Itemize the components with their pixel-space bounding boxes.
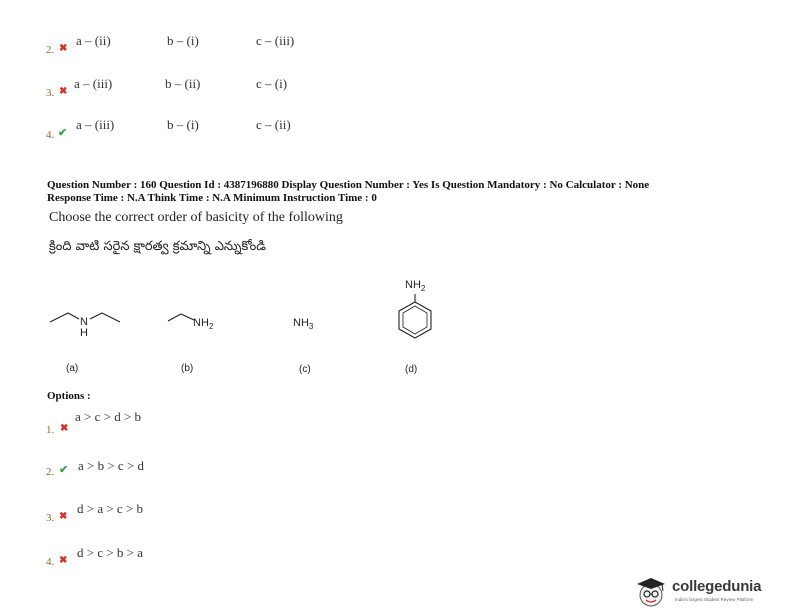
option-text: a > b > c > d — [78, 458, 145, 473]
prev-option-a: a – (ii) — [76, 33, 111, 48]
structure-b-label: (b) — [181, 363, 194, 374]
structure-c-group-text: NH — [293, 317, 309, 329]
question-meta-line1: Question Number : 160 Question Id : 4387196880 Display Question Number : Yes Is Question Mandatory : No Calculator : None — [47, 179, 650, 191]
wrong-mark-icon: ✖ — [59, 511, 68, 522]
option-text: d > a > c > b — [77, 501, 144, 516]
structure-d-group-subscript: 2 — [420, 284, 426, 294]
prev-option-c: c – (i) — [256, 76, 288, 91]
structure-d-group — [405, 279, 425, 293]
wrong-mark-icon: ✖ — [59, 43, 68, 54]
structure-b-group-subscript: 2 — [208, 322, 214, 332]
prev-option-number: 3. — [46, 87, 55, 99]
prev-option-b: b – (i) — [167, 117, 199, 132]
structure-c-group-subscript: 3 — [308, 322, 314, 332]
wrong-mark-icon: ✖ — [60, 423, 69, 434]
collegedunia-logo — [634, 576, 784, 608]
structure-a-hydrogen: H — [80, 327, 88, 339]
option-number: 3. — [46, 512, 55, 524]
prev-option-b: b – (i) — [167, 33, 199, 48]
structure-c-ammonia — [293, 317, 313, 331]
option-number: 2. — [46, 466, 55, 478]
correct-mark-icon: ✔ — [59, 464, 69, 476]
structure-d-benzene-ring — [393, 294, 437, 344]
prev-option-number: 4. — [46, 129, 55, 141]
wrong-mark-icon: ✖ — [59, 86, 68, 97]
question-text-english: Choose the correct order of basicity of the following — [49, 210, 343, 225]
structure-a-label: (a) — [66, 363, 79, 374]
option-number: 1. — [46, 424, 55, 436]
question-meta-line2: Response Time : N.A Think Time : N.A Minimum Instruction Time : 0 — [47, 192, 377, 204]
logo-tagline: India's largest Student Review Platform — [675, 597, 754, 602]
logo-wordmark: collegedunia — [672, 578, 762, 595]
option-text: d > c > b > a — [77, 545, 144, 560]
prev-option-c: c – (iii) — [256, 33, 295, 48]
wrong-mark-icon: ✖ — [59, 555, 68, 566]
prev-option-a: a – (iii) — [74, 76, 113, 91]
prev-option-number: 2. — [46, 44, 55, 56]
option-text: a > c > d > b — [75, 409, 142, 424]
options-heading: Options : — [47, 390, 91, 402]
prev-option-a: a – (iii) — [76, 117, 115, 132]
option-number: 4. — [46, 556, 55, 568]
question-text-telugu: క్రింది వాటి సరైన క్షారత్వ క్రమాన్ని ఎన్నుకోండి — [49, 239, 266, 254]
structure-d-label: (d) — [405, 364, 418, 375]
prev-option-b: b – (ii) — [165, 76, 201, 91]
graduate-mascot-icon — [634, 576, 670, 608]
structure-d-group-text: NH — [405, 279, 421, 291]
structure-b-group-text: NH — [193, 317, 209, 329]
correct-mark-icon: ✔ — [58, 127, 68, 139]
structure-a-nitrogen: N — [80, 316, 88, 328]
structure-c-label: (c) — [299, 364, 311, 375]
prev-option-c: c – (ii) — [256, 117, 291, 132]
structure-b-group — [193, 317, 213, 331]
